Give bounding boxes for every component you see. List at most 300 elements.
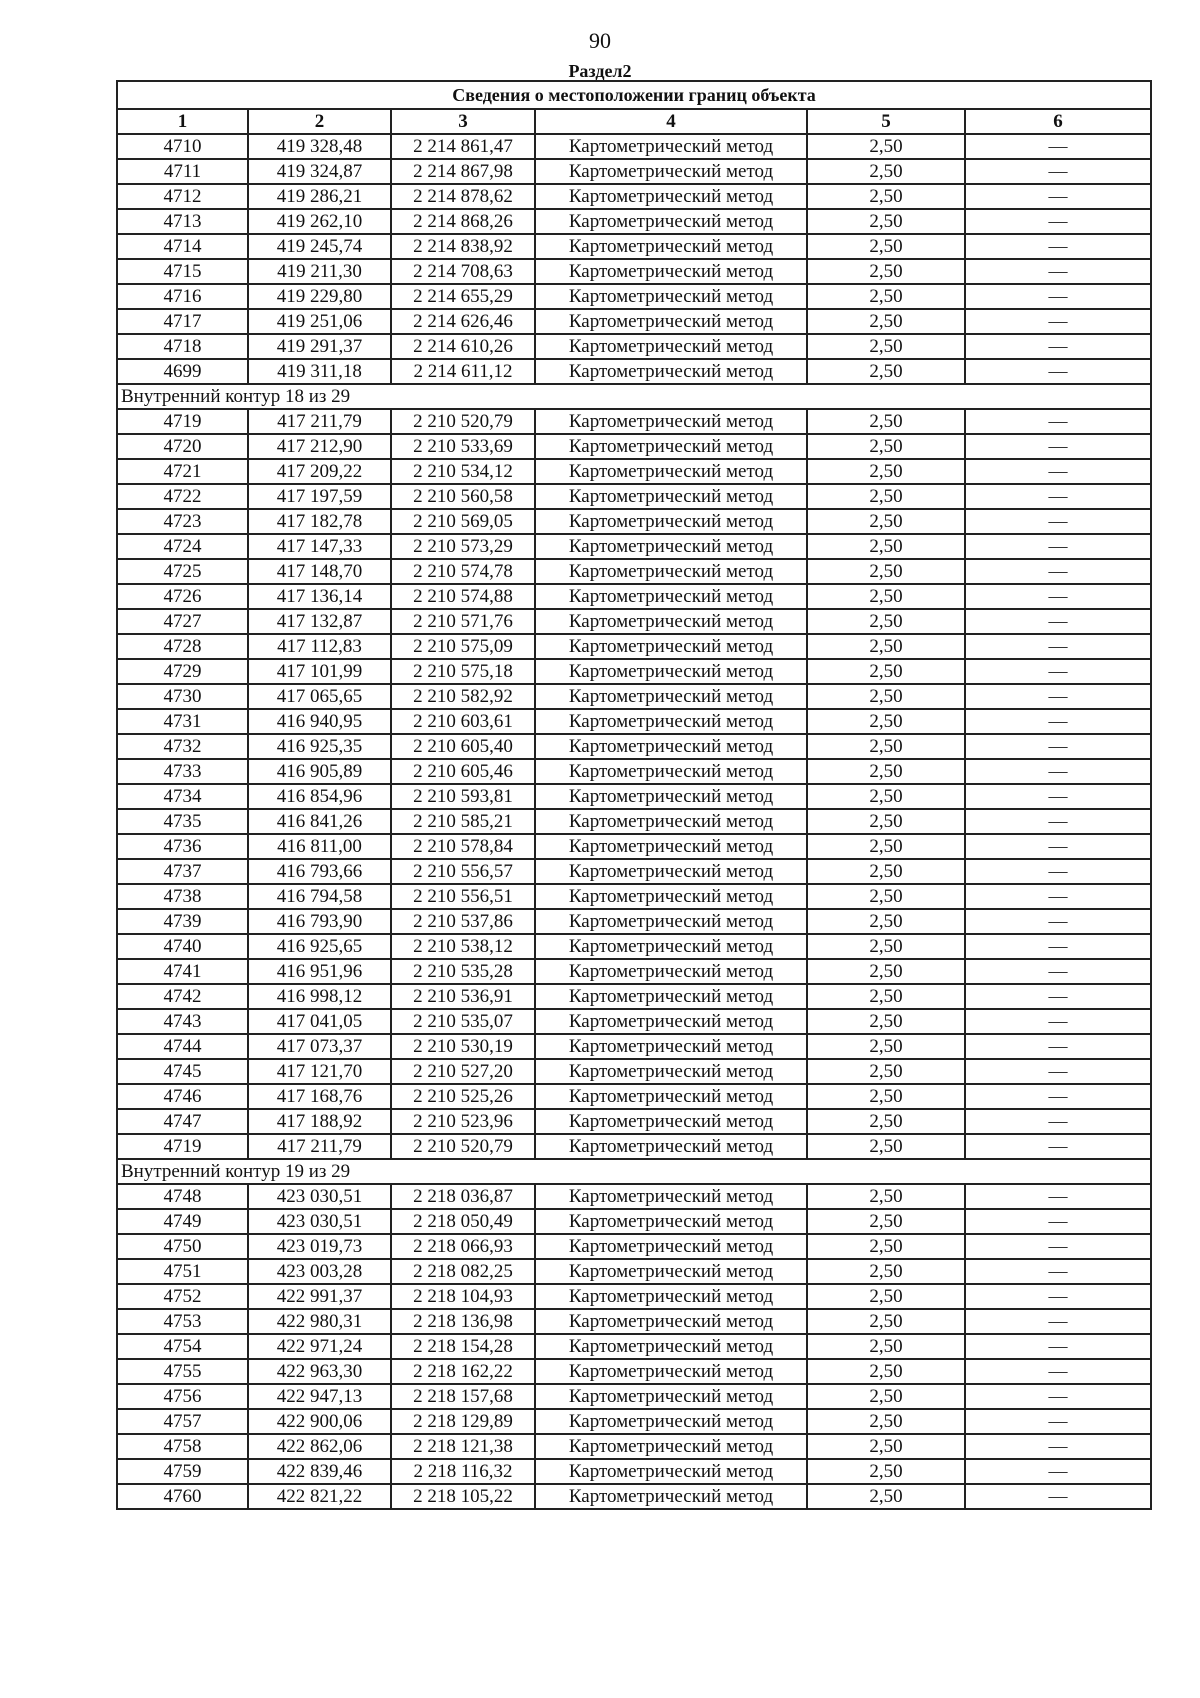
description-cell: —	[965, 1184, 1151, 1209]
method-cell: Картометрический метод	[535, 459, 807, 484]
method-cell: Картометрический метод	[535, 909, 807, 934]
y-coordinate-cell: 2 214 610,26	[391, 334, 535, 359]
method-cell: Картометрический метод	[535, 1009, 807, 1034]
method-cell: Картометрический метод	[535, 259, 807, 284]
table-row	[117, 1359, 1151, 1384]
description-cell: —	[965, 1109, 1151, 1134]
table-row	[117, 259, 1151, 284]
description-cell: —	[965, 959, 1151, 984]
y-coordinate-cell: 2 218 157,68	[391, 1384, 535, 1409]
accuracy-cell: 2,50	[807, 709, 965, 734]
method-cell: Картометрический метод	[535, 859, 807, 884]
accuracy-cell: 2,50	[807, 959, 965, 984]
point-number-cell: 4737	[117, 859, 248, 884]
point-number-cell: 4722	[117, 484, 248, 509]
table-row	[117, 1234, 1151, 1259]
x-coordinate-cell: 422 821,22	[248, 1484, 391, 1509]
method-cell: Картометрический метод	[535, 234, 807, 259]
method-cell: Картометрический метод	[535, 159, 807, 184]
point-number-cell: 4746	[117, 1084, 248, 1109]
accuracy-cell: 2,50	[807, 209, 965, 234]
accuracy-cell: 2,50	[807, 809, 965, 834]
y-coordinate-cell: 2 214 655,29	[391, 284, 535, 309]
point-number-cell: 4738	[117, 884, 248, 909]
x-coordinate-cell: 422 900,06	[248, 1409, 391, 1434]
description-cell: —	[965, 1209, 1151, 1234]
description-cell: —	[965, 1434, 1151, 1459]
table-row	[117, 1134, 1151, 1159]
table-row	[117, 1034, 1151, 1059]
x-coordinate-cell: 419 286,21	[248, 184, 391, 209]
table-row	[117, 234, 1151, 259]
table-row	[117, 809, 1151, 834]
point-number-cell: 4727	[117, 609, 248, 634]
table-row	[117, 884, 1151, 909]
x-coordinate-cell: 417 168,76	[248, 1084, 391, 1109]
y-coordinate-cell: 2 214 626,46	[391, 309, 535, 334]
x-coordinate-cell: 417 182,78	[248, 509, 391, 534]
point-number-cell: 4710	[117, 134, 248, 159]
table-row	[117, 1084, 1151, 1109]
method-cell: Картометрический метод	[535, 209, 807, 234]
table-row	[117, 634, 1151, 659]
accuracy-cell: 2,50	[807, 1059, 965, 1084]
y-coordinate-cell: 2 210 523,96	[391, 1109, 535, 1134]
x-coordinate-cell: 419 245,74	[248, 234, 391, 259]
y-coordinate-cell: 2 210 603,61	[391, 709, 535, 734]
table-row	[117, 284, 1151, 309]
accuracy-cell: 2,50	[807, 1409, 965, 1434]
point-number-cell: 4713	[117, 209, 248, 234]
description-cell: —	[965, 659, 1151, 684]
method-cell: Картометрический метод	[535, 759, 807, 784]
column-header-4: 4	[535, 109, 807, 134]
method-cell: Картометрический метод	[535, 884, 807, 909]
point-number-cell: 4716	[117, 284, 248, 309]
accuracy-cell: 2,50	[807, 1309, 965, 1334]
method-cell: Картометрический метод	[535, 1459, 807, 1484]
table-row	[117, 484, 1151, 509]
accuracy-cell: 2,50	[807, 934, 965, 959]
accuracy-cell: 2,50	[807, 1459, 965, 1484]
point-number-cell: 4743	[117, 1009, 248, 1034]
accuracy-cell: 2,50	[807, 1359, 965, 1384]
table-caption: Сведения о местоположении границ объекта	[117, 81, 1151, 109]
x-coordinate-cell: 416 811,00	[248, 834, 391, 859]
y-coordinate-cell: 2 214 838,92	[391, 234, 535, 259]
description-cell: —	[965, 734, 1151, 759]
accuracy-cell: 2,50	[807, 534, 965, 559]
description-cell: —	[965, 559, 1151, 584]
method-cell: Картометрический метод	[535, 534, 807, 559]
point-number-cell: 4760	[117, 1484, 248, 1509]
description-cell: —	[965, 1134, 1151, 1159]
method-cell: Картометрический метод	[535, 359, 807, 384]
y-coordinate-cell: 2 218 105,22	[391, 1484, 535, 1509]
point-number-cell: 4740	[117, 934, 248, 959]
x-coordinate-cell: 423 003,28	[248, 1259, 391, 1284]
method-cell: Картометрический метод	[535, 609, 807, 634]
table-row	[117, 159, 1151, 184]
table-row	[117, 209, 1151, 234]
description-cell: —	[965, 784, 1151, 809]
y-coordinate-cell: 2 210 527,20	[391, 1059, 535, 1084]
point-number-cell: 4719	[117, 1134, 248, 1159]
table-row	[117, 984, 1151, 1009]
x-coordinate-cell: 422 862,06	[248, 1434, 391, 1459]
description-cell: —	[965, 509, 1151, 534]
point-number-cell: 4712	[117, 184, 248, 209]
table-row	[117, 909, 1151, 934]
accuracy-cell: 2,50	[807, 1184, 965, 1209]
point-number-cell: 4742	[117, 984, 248, 1009]
description-cell: —	[965, 534, 1151, 559]
x-coordinate-cell: 417 212,90	[248, 434, 391, 459]
x-coordinate-cell: 417 188,92	[248, 1109, 391, 1134]
y-coordinate-cell: 2 210 537,86	[391, 909, 535, 934]
accuracy-cell: 2,50	[807, 734, 965, 759]
table-row	[117, 309, 1151, 334]
accuracy-cell: 2,50	[807, 659, 965, 684]
table-row	[117, 684, 1151, 709]
table-row	[117, 1284, 1151, 1309]
y-coordinate-cell: 2 210 530,19	[391, 1034, 535, 1059]
accuracy-cell: 2,50	[807, 784, 965, 809]
x-coordinate-cell: 417 101,99	[248, 659, 391, 684]
accuracy-cell: 2,50	[807, 584, 965, 609]
table-row	[117, 334, 1151, 359]
y-coordinate-cell: 2 214 868,26	[391, 209, 535, 234]
table-row	[117, 1434, 1151, 1459]
description-cell: —	[965, 934, 1151, 959]
point-number-cell: 4759	[117, 1459, 248, 1484]
method-cell: Картометрический метод	[535, 309, 807, 334]
y-coordinate-cell: 2 210 575,09	[391, 634, 535, 659]
table-row	[117, 184, 1151, 209]
y-coordinate-cell: 2 218 129,89	[391, 1409, 535, 1434]
point-number-cell: 4754	[117, 1334, 248, 1359]
x-coordinate-cell: 422 963,30	[248, 1359, 391, 1384]
point-number-cell: 4724	[117, 534, 248, 559]
description-cell: —	[965, 584, 1151, 609]
x-coordinate-cell: 416 793,66	[248, 859, 391, 884]
table-row	[117, 1259, 1151, 1284]
description-cell: —	[965, 259, 1151, 284]
method-cell: Картометрический метод	[535, 1484, 807, 1509]
description-cell: —	[965, 1009, 1151, 1034]
description-cell: —	[965, 1059, 1151, 1084]
y-coordinate-cell: 2 210 556,57	[391, 859, 535, 884]
accuracy-cell: 2,50	[807, 1384, 965, 1409]
x-coordinate-cell: 419 251,06	[248, 309, 391, 334]
description-cell: —	[965, 909, 1151, 934]
method-cell: Картометрический метод	[535, 1284, 807, 1309]
table-row	[117, 1409, 1151, 1434]
point-number-cell: 4747	[117, 1109, 248, 1134]
description-cell: —	[965, 484, 1151, 509]
y-coordinate-cell: 2 218 036,87	[391, 1184, 535, 1209]
description-cell: —	[965, 609, 1151, 634]
table-row	[117, 1059, 1151, 1084]
table-row	[117, 1459, 1151, 1484]
accuracy-cell: 2,50	[807, 1334, 965, 1359]
method-cell: Картометрический метод	[535, 184, 807, 209]
table-row	[117, 1209, 1151, 1234]
point-number-cell: 4718	[117, 334, 248, 359]
y-coordinate-cell: 2 210 585,21	[391, 809, 535, 834]
y-coordinate-cell: 2 218 082,25	[391, 1259, 535, 1284]
x-coordinate-cell: 419 229,80	[248, 284, 391, 309]
y-coordinate-cell: 2 210 593,81	[391, 784, 535, 809]
method-cell: Картометрический метод	[535, 634, 807, 659]
y-coordinate-cell: 2 210 574,88	[391, 584, 535, 609]
x-coordinate-cell: 419 211,30	[248, 259, 391, 284]
x-coordinate-cell: 422 971,24	[248, 1334, 391, 1359]
method-cell: Картометрический метод	[535, 1109, 807, 1134]
method-cell: Картометрический метод	[535, 1384, 807, 1409]
table-row	[117, 659, 1151, 684]
point-number-cell: 4721	[117, 459, 248, 484]
description-cell: —	[965, 984, 1151, 1009]
point-number-cell: 4719	[117, 409, 248, 434]
y-coordinate-cell: 2 210 535,28	[391, 959, 535, 984]
y-coordinate-cell: 2 210 582,92	[391, 684, 535, 709]
y-coordinate-cell: 2 210 605,46	[391, 759, 535, 784]
accuracy-cell: 2,50	[807, 334, 965, 359]
description-cell: —	[965, 234, 1151, 259]
method-cell: Картометрический метод	[535, 1184, 807, 1209]
x-coordinate-cell: 416 925,65	[248, 934, 391, 959]
description-cell: —	[965, 134, 1151, 159]
accuracy-cell: 2,50	[807, 609, 965, 634]
description-cell: —	[965, 1384, 1151, 1409]
y-coordinate-cell: 2 214 611,12	[391, 359, 535, 384]
y-coordinate-cell: 2 218 162,22	[391, 1359, 535, 1384]
x-coordinate-cell: 422 980,31	[248, 1309, 391, 1334]
accuracy-cell: 2,50	[807, 134, 965, 159]
y-coordinate-cell: 2 210 574,78	[391, 559, 535, 584]
y-coordinate-cell: 2 218 116,32	[391, 1459, 535, 1484]
y-coordinate-cell: 2 218 154,28	[391, 1334, 535, 1359]
y-coordinate-cell: 2 210 569,05	[391, 509, 535, 534]
accuracy-cell: 2,50	[807, 484, 965, 509]
table-body	[117, 134, 1151, 1509]
accuracy-cell: 2,50	[807, 1234, 965, 1259]
x-coordinate-cell: 416 793,90	[248, 909, 391, 934]
method-cell: Картометрический метод	[535, 1209, 807, 1234]
x-coordinate-cell: 417 148,70	[248, 559, 391, 584]
description-cell: —	[965, 334, 1151, 359]
method-cell: Картометрический метод	[535, 484, 807, 509]
accuracy-cell: 2,50	[807, 509, 965, 534]
description-cell: —	[965, 809, 1151, 834]
x-coordinate-cell: 416 854,96	[248, 784, 391, 809]
y-coordinate-cell: 2 210 535,07	[391, 1009, 535, 1034]
table-row	[117, 934, 1151, 959]
contour-label-row	[117, 1159, 1151, 1184]
x-coordinate-cell: 417 147,33	[248, 534, 391, 559]
point-number-cell: 4733	[117, 759, 248, 784]
description-cell: —	[965, 1034, 1151, 1059]
point-number-cell: 4723	[117, 509, 248, 534]
description-cell: —	[965, 684, 1151, 709]
x-coordinate-cell: 416 925,35	[248, 734, 391, 759]
y-coordinate-cell: 2 218 121,38	[391, 1434, 535, 1459]
table-row	[117, 509, 1151, 534]
x-coordinate-cell: 419 324,87	[248, 159, 391, 184]
accuracy-cell: 2,50	[807, 859, 965, 884]
point-number-cell: 4750	[117, 1234, 248, 1259]
accuracy-cell: 2,50	[807, 234, 965, 259]
column-header-3: 3	[391, 109, 535, 134]
x-coordinate-cell: 417 211,79	[248, 409, 391, 434]
description-cell: —	[965, 1359, 1151, 1384]
y-coordinate-cell: 2 210 520,79	[391, 1134, 535, 1159]
point-number-cell: 4756	[117, 1384, 248, 1409]
x-coordinate-cell: 417 197,59	[248, 484, 391, 509]
description-cell: —	[965, 1484, 1151, 1509]
x-coordinate-cell: 417 041,05	[248, 1009, 391, 1034]
accuracy-cell: 2,50	[807, 1109, 965, 1134]
x-coordinate-cell: 419 291,37	[248, 334, 391, 359]
table-row	[117, 709, 1151, 734]
y-coordinate-cell: 2 210 571,76	[391, 609, 535, 634]
y-coordinate-cell: 2 210 534,12	[391, 459, 535, 484]
point-number-cell: 4755	[117, 1359, 248, 1384]
table-row	[117, 734, 1151, 759]
method-cell: Картометрический метод	[535, 559, 807, 584]
table-row	[117, 609, 1151, 634]
table-row	[117, 784, 1151, 809]
method-cell: Картометрический метод	[535, 1234, 807, 1259]
method-cell: Картометрический метод	[535, 584, 807, 609]
method-cell: Картометрический метод	[535, 434, 807, 459]
point-number-cell: 4735	[117, 809, 248, 834]
y-coordinate-cell: 2 214 708,63	[391, 259, 535, 284]
point-number-cell: 4751	[117, 1259, 248, 1284]
column-header-6: 6	[965, 109, 1151, 134]
x-coordinate-cell: 422 991,37	[248, 1284, 391, 1309]
x-coordinate-cell: 419 311,18	[248, 359, 391, 384]
description-cell: —	[965, 834, 1151, 859]
point-number-cell: 4757	[117, 1409, 248, 1434]
table-row	[117, 834, 1151, 859]
x-coordinate-cell: 417 136,14	[248, 584, 391, 609]
method-cell: Картометрический метод	[535, 1409, 807, 1434]
x-coordinate-cell: 417 132,87	[248, 609, 391, 634]
point-number-cell: 4715	[117, 259, 248, 284]
accuracy-cell: 2,50	[807, 884, 965, 909]
method-cell: Картометрический метод	[535, 134, 807, 159]
x-coordinate-cell: 417 065,65	[248, 684, 391, 709]
accuracy-cell: 2,50	[807, 309, 965, 334]
method-cell: Картометрический метод	[535, 659, 807, 684]
x-coordinate-cell: 417 209,22	[248, 459, 391, 484]
table-row	[117, 534, 1151, 559]
accuracy-cell: 2,50	[807, 159, 965, 184]
method-cell: Картометрический метод	[535, 1059, 807, 1084]
y-coordinate-cell: 2 210 556,51	[391, 884, 535, 909]
table-row	[117, 134, 1151, 159]
method-cell: Картометрический метод	[535, 709, 807, 734]
y-coordinate-cell: 2 210 605,40	[391, 734, 535, 759]
column-header-1: 1	[117, 109, 248, 134]
method-cell: Картометрический метод	[535, 684, 807, 709]
point-number-cell: 4749	[117, 1209, 248, 1234]
table-row	[117, 584, 1151, 609]
y-coordinate-cell: 2 218 066,93	[391, 1234, 535, 1259]
point-number-cell: 4725	[117, 559, 248, 584]
table-row	[117, 409, 1151, 434]
accuracy-cell: 2,50	[807, 984, 965, 1009]
accuracy-cell: 2,50	[807, 284, 965, 309]
x-coordinate-cell: 423 019,73	[248, 1234, 391, 1259]
page-number: 90	[589, 28, 611, 53]
column-header-5: 5	[807, 109, 965, 134]
y-coordinate-cell: 2 214 878,62	[391, 184, 535, 209]
table-row	[117, 1484, 1151, 1509]
table-row	[117, 959, 1151, 984]
y-coordinate-cell: 2 218 050,49	[391, 1209, 535, 1234]
description-cell: —	[965, 184, 1151, 209]
accuracy-cell: 2,50	[807, 1084, 965, 1109]
description-cell: —	[965, 1459, 1151, 1484]
accuracy-cell: 2,50	[807, 1484, 965, 1509]
description-cell: —	[965, 159, 1151, 184]
y-coordinate-cell: 2 210 525,26	[391, 1084, 535, 1109]
method-cell: Картометрический метод	[535, 934, 807, 959]
method-cell: Картометрический метод	[535, 784, 807, 809]
x-coordinate-cell: 417 073,37	[248, 1034, 391, 1059]
y-coordinate-cell: 2 210 536,91	[391, 984, 535, 1009]
method-cell: Картометрический метод	[535, 409, 807, 434]
accuracy-cell: 2,50	[807, 1434, 965, 1459]
point-number-cell: 4748	[117, 1184, 248, 1209]
point-number-cell: 4730	[117, 684, 248, 709]
point-number-cell: 4734	[117, 784, 248, 809]
method-cell: Картометрический метод	[535, 734, 807, 759]
accuracy-cell: 2,50	[807, 359, 965, 384]
description-cell: —	[965, 1234, 1151, 1259]
point-number-cell: 4717	[117, 309, 248, 334]
accuracy-cell: 2,50	[807, 1034, 965, 1059]
table-row	[117, 459, 1151, 484]
y-coordinate-cell: 2 210 578,84	[391, 834, 535, 859]
description-cell: —	[965, 709, 1151, 734]
y-coordinate-cell: 2 210 520,79	[391, 409, 535, 434]
point-number-cell: 4745	[117, 1059, 248, 1084]
x-coordinate-cell: 416 841,26	[248, 809, 391, 834]
y-coordinate-cell: 2 210 533,69	[391, 434, 535, 459]
table-header-row	[117, 109, 1151, 134]
description-cell: —	[965, 209, 1151, 234]
y-coordinate-cell: 2 214 867,98	[391, 159, 535, 184]
table-row	[117, 434, 1151, 459]
y-coordinate-cell: 2 218 104,93	[391, 1284, 535, 1309]
x-coordinate-cell: 416 998,12	[248, 984, 391, 1009]
accuracy-cell: 2,50	[807, 684, 965, 709]
x-coordinate-cell: 419 328,48	[248, 134, 391, 159]
description-cell: —	[965, 409, 1151, 434]
description-cell: —	[965, 1309, 1151, 1334]
method-cell: Картометрический метод	[535, 1434, 807, 1459]
method-cell: Картометрический метод	[535, 1259, 807, 1284]
point-number-cell: 4711	[117, 159, 248, 184]
description-cell: —	[965, 309, 1151, 334]
point-number-cell: 4741	[117, 959, 248, 984]
accuracy-cell: 2,50	[807, 1134, 965, 1159]
point-number-cell: 4732	[117, 734, 248, 759]
